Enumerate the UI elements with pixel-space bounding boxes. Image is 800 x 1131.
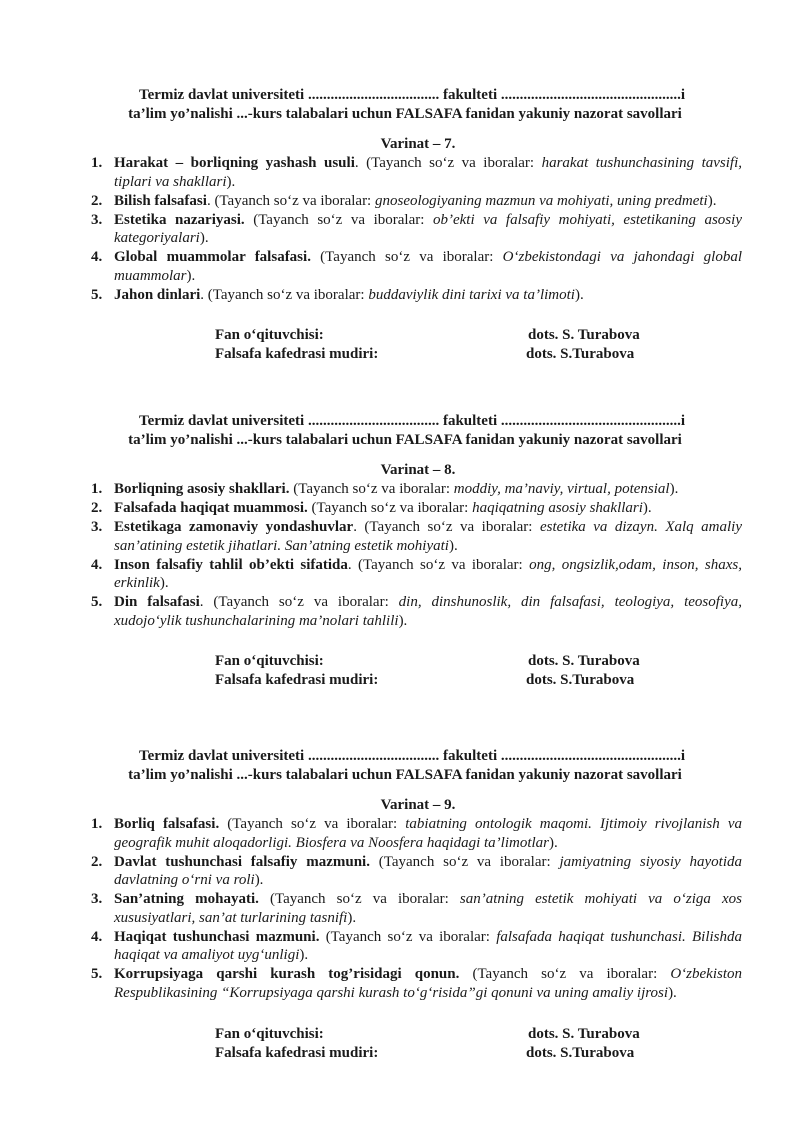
- question-item: [0, 211, 742, 248]
- question-item: [0, 965, 742, 1002]
- question-intro: . (Tayanch so‘z va iboralar:: [206, 192, 375, 209]
- question-intro: . (Tayanch so‘z va iboralar:: [347, 556, 530, 573]
- course-header-line: ta’lim yo’nalishi ...-kurs talabalari uchun FALSAFA fanidan yakuniy nazorat savollari: [128, 432, 682, 448]
- department-head-name: dots. S.Turabova: [526, 1044, 635, 1061]
- teacher-name: dots. S. Turabova: [528, 327, 640, 344]
- question-intro: (Tayanch so‘z va iboralar:: [369, 853, 560, 870]
- university-header-line: Termiz davlat universiteti ................................... fakulteti ................................................i: [138, 87, 686, 103]
- question-tail: ).: [226, 173, 236, 190]
- question-tail: ).: [642, 499, 652, 516]
- question-item: [0, 248, 742, 285]
- question-topic: Global muammolar falsafasi.: [114, 249, 311, 266]
- question-tail: ).: [707, 192, 717, 209]
- department-head-name: dots. S.Turabova: [526, 346, 635, 363]
- question-topic: Estetika nazariyasi.: [114, 211, 245, 228]
- question-keywords: gnoseologiyaning mazmun va mohiyati, uning predmeti: [374, 192, 708, 209]
- question-tail: ).: [549, 834, 558, 851]
- question-topic: Borliq falsafasi.: [114, 816, 220, 832]
- question-number: 5.: [91, 286, 103, 303]
- question-topic: Davlat tushunchasi falsafiy mazmuni.: [114, 853, 370, 870]
- question-keywords: O‘zbekiston Respublikasining “Korrupsiyaga qarshi kurash to‘g‘risida”gi qonuni va uning amaliy ijrosi: [114, 966, 742, 1001]
- question-tail: ).: [199, 230, 209, 247]
- department-head-label: Falsafa kafedrasi mudiri:: [215, 346, 379, 363]
- question-tail: ).: [669, 481, 679, 497]
- question-keywords: ong, ongsizlik,odam, inson, shaxs, erkinlik: [114, 556, 742, 592]
- question-topic: Falsafada haqiqat muammosi.: [114, 499, 308, 516]
- question-intro: (Tayanch so‘z va iboralar:: [258, 891, 460, 908]
- question-intro: (Tayanch so‘z va iboralar:: [319, 928, 497, 945]
- question-number: 2.: [91, 853, 103, 870]
- university-header-line: Termiz davlat universiteti ................................... fakulteti ................................................i: [138, 748, 686, 764]
- question-item: [0, 480, 742, 499]
- question-keywords: moddiy, ma’naviy, virtual, potensial: [453, 481, 670, 497]
- question-number: 2.: [91, 192, 103, 209]
- question-number: 1.: [91, 816, 103, 832]
- question-topic: Borliqning asosiy shakllari.: [114, 481, 290, 497]
- question-item: [0, 928, 742, 965]
- variant-block-8: [0, 412, 800, 690]
- question-tail: ).: [398, 612, 408, 629]
- question-number: 4.: [91, 556, 103, 573]
- teacher-name: dots. S. Turabova: [528, 1025, 640, 1042]
- question-tail: ).: [186, 267, 196, 284]
- question-intro: . (Tayanch so‘z va iboralar:: [200, 286, 369, 303]
- question-topic: Din falsafasi: [114, 594, 200, 611]
- question-list: [0, 480, 800, 630]
- question-intro: . (Tayanch so‘z va iboralar:: [353, 518, 540, 535]
- question-keywords: estetika va dizayn. Xalq amaliy san’atining estetik jihatlari. San’atning estetik mohiyati: [114, 518, 742, 554]
- question-intro: (Tayanch so‘z va iboralar:: [289, 481, 454, 497]
- question-topic: Harakat – borliqning yashash usuli: [114, 155, 355, 171]
- signature-block: [0, 652, 800, 690]
- department-head-label: Falsafa kafedrasi mudiri:: [215, 672, 379, 689]
- question-tail: ).: [299, 947, 309, 964]
- question-number: 1.: [91, 481, 103, 497]
- question-keywords: falsafada haqiqat tushunchasi. Bilishda haqiqat va amaliyot uyg‘unligi: [114, 928, 742, 964]
- question-number: 3.: [91, 211, 103, 228]
- variant-block-9: [0, 747, 800, 1063]
- question-item: [0, 853, 742, 890]
- question-item: [0, 286, 742, 305]
- question-item: [0, 192, 742, 211]
- teacher-name: dots. S. Turabova: [528, 653, 640, 670]
- question-keywords: harakat tushunchasining tavsifi, tiplari va shakllari: [114, 155, 742, 190]
- question-item: [0, 518, 742, 555]
- question-tail: ).: [574, 286, 584, 303]
- question-topic: San’atning mohayati.: [114, 891, 259, 908]
- signature-block: [0, 1025, 800, 1063]
- question-number: 3.: [91, 891, 103, 908]
- course-header-line: ta’lim yo’nalishi ...-kurs talabalari uchun FALSAFA fanidan yakuniy nazorat savollari: [128, 106, 682, 122]
- department-head-label: Falsafa kafedrasi mudiri:: [215, 1044, 379, 1061]
- question-keywords: buddaviylik dini tarixi va ta’limoti: [368, 286, 575, 303]
- question-list: [0, 815, 800, 1003]
- variant-title: Varinat – 9.: [380, 797, 456, 813]
- department-head-name: dots. S.Turabova: [526, 672, 635, 689]
- variant-block-7: [0, 86, 800, 364]
- teacher-label: Fan o‘qituvchisi:: [215, 327, 324, 344]
- question-number: 5.: [91, 594, 103, 611]
- question-number: 3.: [91, 518, 103, 535]
- question-intro: . (Tayanch so‘z va iboralar:: [199, 594, 399, 611]
- variant-title: Varinat – 7.: [380, 136, 456, 152]
- question-intro: . (Tayanch so‘z va iboralar:: [354, 155, 542, 171]
- question-number: 4.: [91, 928, 103, 945]
- question-item: [0, 890, 742, 927]
- question-keywords: tabiatning ontologik maqomi. Ijtimoiy rivojlanish va geografik muhit aloqadorligi. Biosfera va Noosfera haqidagi ta’limotlar: [114, 816, 743, 851]
- question-topic: Haqiqat tushunchasi mazmuni.: [114, 928, 320, 945]
- question-item: [0, 499, 742, 518]
- question-intro: (Tayanch so‘z va iboralar:: [459, 966, 671, 983]
- question-tail: ).: [254, 872, 264, 889]
- question-intro: (Tayanch so‘z va iboralar:: [244, 211, 433, 228]
- question-item: [0, 593, 742, 630]
- question-keywords: haqiqatning asosiy shakllari: [472, 499, 643, 516]
- teacher-label: Fan o‘qituvchisi:: [215, 1025, 324, 1042]
- question-intro: (Tayanch so‘z va iboralar:: [219, 816, 406, 832]
- question-number: 1.: [91, 155, 103, 171]
- teacher-label: Fan o‘qituvchisi:: [215, 653, 324, 670]
- question-topic: Inson falsafiy tahlil ob’ekti sifatida: [114, 556, 348, 573]
- question-tail: ).: [347, 909, 357, 926]
- question-topic: Estetikaga zamonaviy yondashuvlar: [114, 518, 354, 535]
- question-item: [0, 815, 742, 852]
- question-keywords: san’atning estetik mohiyati va o‘ziga xos xususiyatlari, san’at turlarining tasnifi: [114, 891, 742, 926]
- question-number: 2.: [91, 499, 103, 516]
- question-topic: Jahon dinlari: [114, 286, 201, 303]
- question-tail: ).: [159, 575, 169, 592]
- question-keywords: O‘zbekistondagi va jahondagi global muammolar: [114, 249, 742, 284]
- question-keywords: jamiyatning siyosiy hayotida davlatning o‘rni va roli: [114, 853, 742, 889]
- question-topic: Bilish falsafasi: [114, 192, 207, 209]
- question-intro: (Tayanch so‘z va iboralar:: [310, 249, 503, 266]
- question-keywords: din, dinshunoslik, din falsafasi, teologiya, teosofiya, xudojo‘ylik tushunchalarining ma’nolari tahlili: [114, 594, 742, 629]
- question-number: 4.: [91, 249, 103, 266]
- question-intro: (Tayanch so‘z va iboralar:: [307, 499, 473, 516]
- signature-block: [0, 326, 800, 364]
- question-keywords: ob’ekti va falsafiy mohiyati, estetikaning asosiy kategoriyalari: [114, 211, 742, 247]
- question-tail: ).: [668, 984, 677, 1001]
- question-topic: Korrupsiyaga qarshi kurash tog’risidagi qonun.: [114, 966, 460, 983]
- question-list: [0, 154, 800, 304]
- question-item: [0, 556, 742, 593]
- university-header-line: Termiz davlat universiteti ................................... fakulteti ................................................i: [138, 413, 686, 429]
- question-item: [0, 154, 742, 191]
- variant-title: Varinat – 8.: [380, 462, 456, 478]
- question-number: 5.: [91, 966, 103, 983]
- question-tail: ).: [448, 537, 458, 554]
- course-header-line: ta’lim yo’nalishi ...-kurs talabalari uchun FALSAFA fanidan yakuniy nazorat savollari: [128, 767, 682, 783]
